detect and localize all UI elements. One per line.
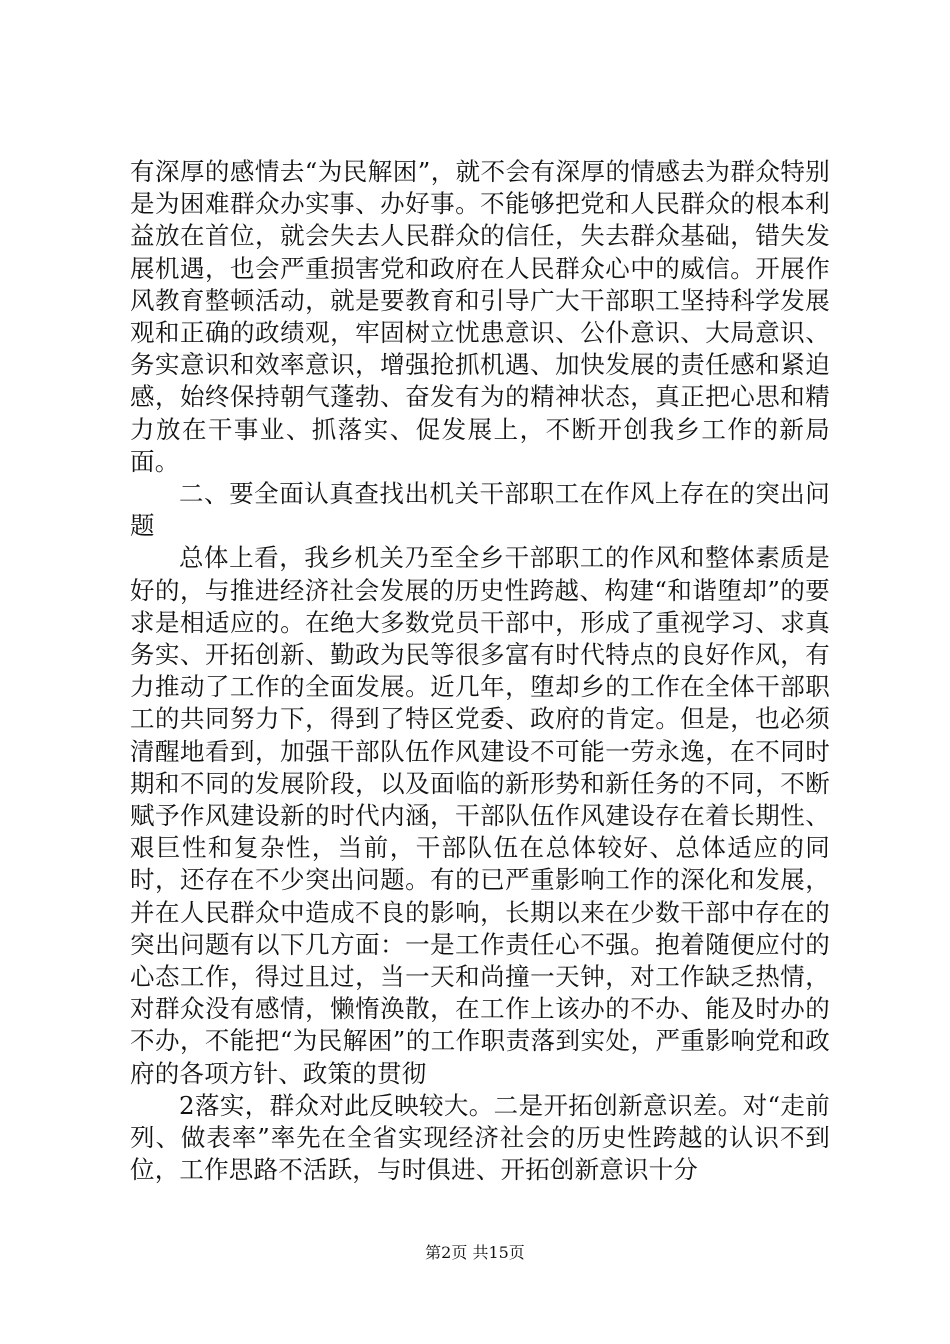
paragraph-continuation: 有深厚的感情去“为民解困”，就不会有深厚的情感去为群众特别是为困难群众办实事、办好事。不能够把党和人民群众的根本利益放在首位，就会失去人民群众的信任，失去群众基础，错失发展机遇，也会严重损害党和政府在人民群众心中的威信。开展作风教育整顿活动，就是要教育和引导广大干部职工坚持科学发展观和正确的政绩观，牢固树立忧患意识、公仆意识、大局意识、务实意识和效率意识，增强抢抓机遇、加快发展的责任感和紧迫感，始终保持朝气蓬勃、奋发有为的精神状态，真正把心思和精力放在干事业、抓落实、促发展上，不断开创我乡工作的新局面。 [130,157,830,476]
paragraph-problems: 2落实，群众对此反映较大。二是开拓创新意识差。对“走前列、做表率”率先在全省实现经济社会的历史性跨越的认识不到位，工作思路不活跃，与时俱进、开拓创新意识十分 [130,1090,830,1185]
section-heading-2: 二、要全面认真查找出机关干部职工在作风上存在的突出问题 [130,479,830,541]
page-number-footer: 第2页 共15页 [425,1243,525,1262]
paragraph-overview: 总体上看，我乡机关乃至全乡干部职工的作风和整体素质是好的，与推进经济社会发展的历史性跨越、构建“和谐堕却”的要求是相适应的。在绝大多数党员干部中，形成了重视学习、求真务实、开拓创新、勤政为民等很多富有时代特点的良好作风，有力推动了工作的全面发展。近几年，堕却乡的工作在全体干部职工的共同努力下，得到了特区党委、政府的肯定。但是，也必须清醒地看到，加强干部队伍作风建设不可能一劳永逸，在不同时期和不同的发展阶段，以及面临的新形势和新任务的不同，不断赋予作风建设新的时代内涵，干部队伍作风建设存在着长期性、艰巨性和复杂性，当前，干部队伍在总体较好、总体适应的同时，还存在不少突出问题。有的已严重影响工作的深化和发展，并在人民群众中造成不良的影响，长期以来在少数干部中存在的突出问题有以下几方面：一是工作责任心不强。抱着随便应付的心态工作，得过且过，当一天和尚撞一天钟，对工作缺乏热情，对群众没有感情，懒惰涣散，在工作上该办的不办、能及时办的不办，不能把“为民解困”的工作职责落到实处，严重影响党和政府的各项方针、政策的贯彻 [130,543,830,1088]
document-body [130,156,830,1187]
